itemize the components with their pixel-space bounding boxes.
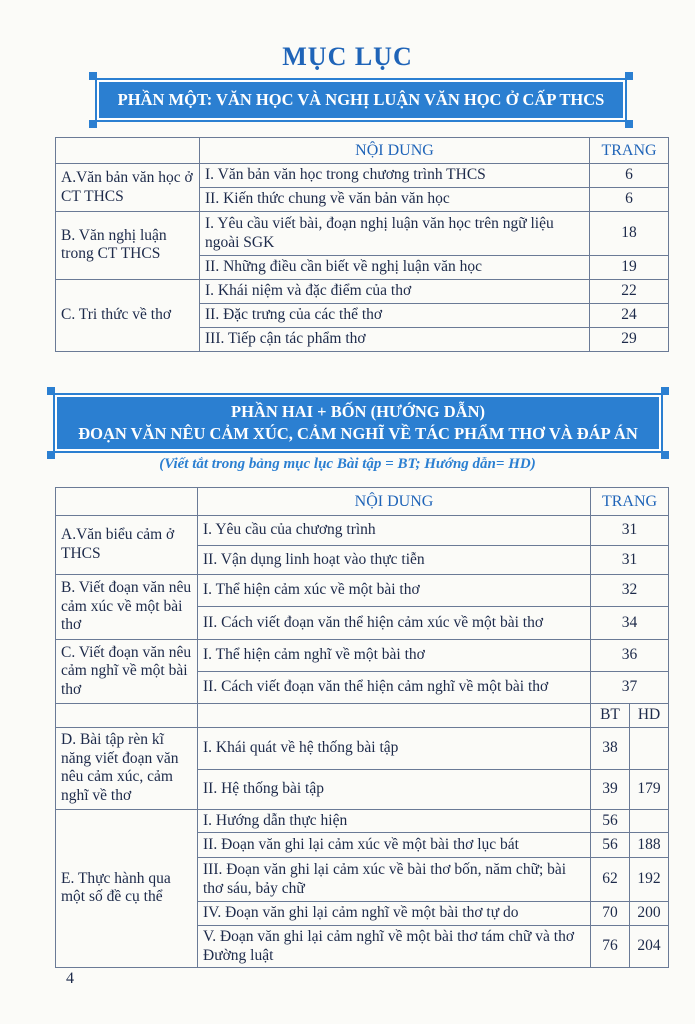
item-text: IV. Đoạn văn ghi lại cảm nghĩ về một bài thơ tự do bbox=[198, 902, 591, 926]
table-corner-cell bbox=[56, 488, 198, 516]
item-text: V. Đoạn văn ghi lại cảm nghĩ về một bài thơ tám chữ và thơ Đường luật bbox=[198, 926, 591, 968]
section-name: C. Viết đoạn văn nêu cảm nghĩ về một bài thơ bbox=[56, 640, 198, 704]
section-name: A.Văn biểu cảm ở THCS bbox=[56, 516, 198, 575]
item-text: I. Yêu cầu viết bài, đoạn nghị luận văn học trên ngữ liệu ngoài SGK bbox=[200, 212, 590, 256]
item-text: I. Khái quát về hệ thống bài tập bbox=[198, 727, 591, 769]
item-bt-page: 56 bbox=[591, 809, 630, 833]
empty-cell bbox=[56, 704, 198, 728]
item-text: II. Hệ thống bài tập bbox=[198, 769, 591, 809]
section-name: B. Viết đoạn văn nêu cảm xúc về một bài thơ bbox=[56, 575, 198, 640]
item-page: 31 bbox=[591, 546, 669, 575]
bt-header: BT bbox=[591, 704, 630, 728]
item-text: II. Những điều cần biết về nghị luận văn học bbox=[200, 256, 590, 280]
item-hd-page: 179 bbox=[630, 769, 669, 809]
item-hd-page: 188 bbox=[630, 833, 669, 858]
item-page: 6 bbox=[590, 164, 669, 188]
item-hd-page: 192 bbox=[630, 858, 669, 902]
table-row bbox=[56, 212, 669, 256]
item-hd-page: 204 bbox=[630, 926, 669, 968]
item-page: 19 bbox=[590, 256, 669, 280]
item-text: I. Văn bản văn học trong chương trình THCS bbox=[200, 164, 590, 188]
item-bt-page: 38 bbox=[591, 727, 630, 769]
item-text: I. Yêu cầu của chương trình bbox=[198, 516, 591, 546]
hd-header: HD bbox=[630, 704, 669, 728]
part-one-table bbox=[55, 137, 669, 352]
item-bt-page: 76 bbox=[591, 926, 630, 968]
table-row bbox=[56, 575, 669, 607]
table-row bbox=[56, 164, 669, 188]
section-name: C. Tri thức về thơ bbox=[56, 279, 200, 351]
item-page: 36 bbox=[591, 640, 669, 672]
table-row bbox=[56, 809, 669, 833]
item-page: 18 bbox=[590, 212, 669, 256]
item-text: II. Vận dụng linh hoạt vào thực tiễn bbox=[198, 546, 591, 575]
item-page: 31 bbox=[591, 516, 669, 546]
page-header: TRANG bbox=[591, 488, 669, 516]
page-title: MỤC LỤC bbox=[282, 42, 413, 71]
table-row bbox=[56, 279, 669, 303]
page-header: TRANG bbox=[590, 138, 669, 164]
item-text: I. Thể hiện cảm xúc về một bài thơ bbox=[198, 575, 591, 607]
item-page: 32 bbox=[591, 575, 669, 607]
item-text: I. Thể hiện cảm nghĩ về một bài thơ bbox=[198, 640, 591, 672]
part-one-banner-text: PHẦN MỘT: VĂN HỌC VÀ NGHỊ LUẬN VĂN HỌC Ở CẤP THCS bbox=[117, 90, 605, 109]
item-text: II. Cách viết đoạn văn thể hiện cảm nghĩ về một bài thơ bbox=[198, 672, 591, 704]
item-page: 22 bbox=[590, 279, 669, 303]
empty-cell bbox=[198, 704, 591, 728]
part-two-banner-line-1: PHẦN HAI + BỐN (HƯỚNG DẪN) bbox=[231, 402, 485, 421]
item-page: 29 bbox=[590, 327, 669, 351]
item-text: II. Kiến thức chung về văn bản văn học bbox=[200, 188, 590, 212]
item-bt-page: 39 bbox=[591, 769, 630, 809]
item-page: 37 bbox=[591, 672, 669, 704]
section-name: D. Bài tập rèn kĩ năng viết đoạn văn nêu cảm xúc, cảm nghĩ về thơ bbox=[56, 727, 198, 809]
bt-hd-subheader-row bbox=[56, 704, 669, 728]
item-hd-page bbox=[630, 727, 669, 769]
part-one-banner bbox=[97, 80, 625, 120]
page-number: 4 bbox=[66, 970, 74, 987]
item-text: I. Hướng dẫn thực hiện bbox=[198, 809, 591, 833]
item-text: III. Tiếp cận tác phẩm thơ bbox=[200, 327, 590, 351]
section-name: A.Văn bản văn học ở CT THCS bbox=[56, 164, 200, 212]
table-corner-cell bbox=[56, 138, 200, 164]
item-hd-page bbox=[630, 809, 669, 833]
item-bt-page: 62 bbox=[591, 858, 630, 902]
part-two-banner-line-2: ĐOẠN VĂN NÊU CẢM XÚC, CẢM NGHĨ VỀ TÁC PHẨM THƠ VÀ ĐÁP ÁN bbox=[78, 424, 638, 443]
item-text: II. Đoạn văn ghi lại cảm xúc về một bài thơ lục bát bbox=[198, 833, 591, 858]
item-page: 6 bbox=[590, 188, 669, 212]
item-page: 24 bbox=[590, 303, 669, 327]
part-two-banner bbox=[55, 395, 661, 451]
item-text: II. Đặc trưng của các thể thơ bbox=[200, 303, 590, 327]
part-two-table bbox=[55, 487, 669, 968]
abbreviation-note: (Viết tắt trong bảng mục lục Bài tập = BT; Hướng dẫn= HD) bbox=[159, 456, 536, 472]
item-text: I. Khái niệm và đặc điểm của thơ bbox=[200, 279, 590, 303]
content-header: NỘI DUNG bbox=[200, 138, 590, 164]
table-row bbox=[56, 640, 669, 672]
section-name: B. Văn nghị luận trong CT THCS bbox=[56, 212, 200, 280]
item-text: II. Cách viết đoạn văn thể hiện cảm xúc về một bài thơ bbox=[198, 607, 591, 640]
content-header: NỘI DUNG bbox=[198, 488, 591, 516]
item-page: 34 bbox=[591, 607, 669, 640]
table-row bbox=[56, 727, 669, 769]
table-row bbox=[56, 516, 669, 546]
item-hd-page: 200 bbox=[630, 902, 669, 926]
item-bt-page: 70 bbox=[591, 902, 630, 926]
item-text: III. Đoạn văn ghi lại cảm xúc về bài thơ bốn, năm chữ; bài thơ sáu, bảy chữ bbox=[198, 858, 591, 902]
item-bt-page: 56 bbox=[591, 833, 630, 858]
section-name: E. Thực hành qua một số đề cụ thể bbox=[56, 809, 198, 968]
